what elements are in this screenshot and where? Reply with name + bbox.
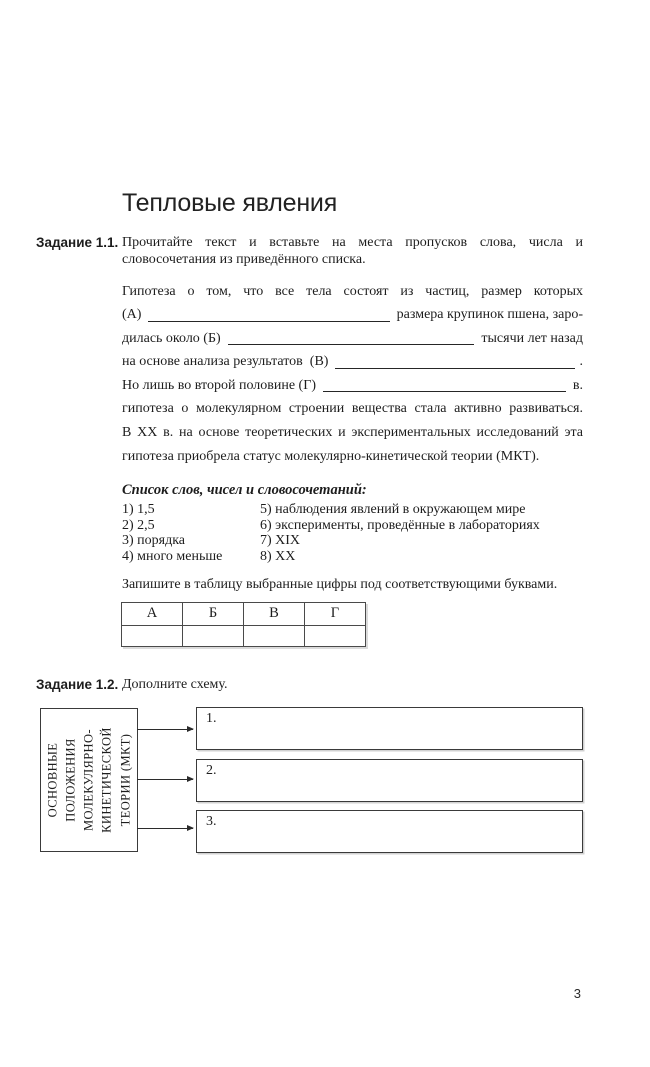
scheme-target-box-3[interactable]: 3.: [196, 810, 583, 853]
page-number: 3: [573, 986, 581, 1001]
fill-line-text: дилась около (Б): [122, 330, 221, 346]
word-list-item: 5) наблюдения явлений в окружающем мире: [260, 502, 526, 518]
scheme-target-box-2[interactable]: 2.: [196, 759, 583, 802]
fill-line-text: .: [579, 354, 583, 370]
arrow-right-icon: [137, 828, 193, 829]
fill-line: гипотеза о молекулярном строении вещества стала активно развиваться.: [122, 401, 583, 417]
fill-line: В XX в. на основе теоретических и экспериментальных исследований эта: [122, 425, 583, 441]
word-list-item: 3) порядка: [122, 533, 186, 549]
fill-line: [122, 303, 583, 327]
fill-line-text: (А): [122, 307, 142, 323]
fill-line-text: Но лишь во второй половине (Г): [122, 377, 316, 393]
word-list-item: 6) эксперименты, проведённые в лабораториях: [260, 517, 540, 533]
fill-line: Гипотеза о том, что все тела состоят из частиц, размер которых: [122, 283, 583, 299]
word-list-left-column: [122, 502, 260, 564]
task-1-2-header: [36, 676, 583, 694]
scheme-diagram: [40, 707, 583, 853]
fill-in-paragraph: [122, 280, 583, 469]
fill-line-text: размера крупинок пшена, заро-: [396, 307, 583, 323]
answer-header-cell: Г: [305, 602, 366, 625]
word-list: [122, 482, 583, 564]
fill-line: гипотеза приобрела статус молекулярно-кинетической теории (МКТ).: [122, 448, 540, 464]
word-list-title: Список слов, чисел и словосочетаний:: [122, 482, 367, 499]
page-title: Тепловые явления: [122, 189, 338, 217]
answer-blank-b[interactable]: [228, 344, 475, 345]
table-note: Запишите в таблицу выбранные цифры под соответствующими буквами.: [122, 576, 558, 592]
fill-line: [122, 374, 583, 398]
fill-line: [122, 350, 583, 374]
task-1-2-label: Задание 1.2.: [36, 676, 119, 692]
task-1-1-header: [36, 234, 583, 269]
arrow-right-icon: [137, 779, 193, 780]
scheme-target-box-1[interactable]: 1.: [196, 707, 583, 750]
answer-cell-g[interactable]: [305, 625, 366, 646]
answer-cell-v[interactable]: [244, 625, 305, 646]
answer-header-cell: Б: [183, 602, 244, 625]
answer-cell-a[interactable]: [122, 625, 183, 646]
task-1-2-instruction: Дополните схему.: [122, 676, 228, 692]
word-list-item: 8) XX: [260, 549, 296, 565]
answer-table: [121, 602, 366, 647]
fill-line: [122, 327, 583, 351]
answer-blank-a[interactable]: [148, 321, 389, 322]
word-list-right-column: [260, 502, 583, 564]
word-list-item: 1) 1,5: [122, 502, 155, 518]
answer-blank-g[interactable]: [323, 391, 566, 392]
scheme-source-label: ОСНОВНЫЕ ПОЛОЖЕНИЯ МОЛЕКУЛЯРНО-КИНЕТИЧЕСКОЙ ТЕОРИИ (МКТ): [45, 727, 133, 833]
fill-line-text: тысячи лет назад: [481, 330, 583, 346]
fill-line-text: на основе анализа результатов (В): [122, 354, 329, 370]
answer-header-cell: В: [244, 602, 305, 625]
word-list-item: 4) много меньше: [122, 549, 223, 565]
answer-cell-b[interactable]: [183, 625, 244, 646]
fill-line-text: в.: [572, 377, 583, 393]
answer-blank-v[interactable]: [335, 368, 574, 369]
word-list-item: 2) 2,5: [122, 517, 155, 533]
arrow-right-icon: [137, 729, 193, 730]
task-1-1-label: Задание 1.1.: [36, 234, 119, 250]
task-1-1-instruction: Прочитайте текст и вставьте на места пропусков слова, числа и словосочетания из приведённого списка.: [122, 234, 583, 267]
scheme-source-box: [40, 708, 138, 852]
answer-header-cell: А: [122, 602, 183, 625]
word-list-item: 7) XIX: [260, 533, 301, 549]
